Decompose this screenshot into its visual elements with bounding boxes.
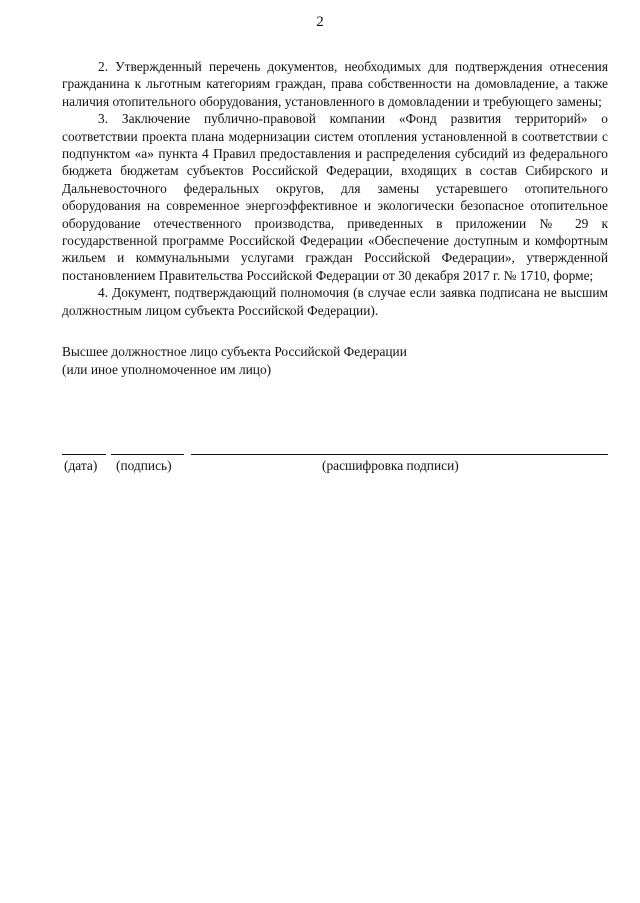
signature-area (62, 454, 608, 484)
paragraph-4: 4. Документ, подтверждающий полномочия (в случае если заявка подписана не высшим должностным лицом субъекта Российской Федерации). (62, 285, 608, 318)
paragraph-2: 2. Утвержденный перечень документов, необходимых для подтверждения отнесения гражданина к льготным категориям граждан, права собственности на домовладение, а также наличия отопительного оборудования, установленного в домовладении и требующего замены; (62, 59, 608, 109)
page-number: 2 (316, 14, 324, 30)
signer-subtitle: (или иное уполномоченное им лицо) (62, 362, 272, 378)
document-body (62, 58, 608, 379)
name-decode-line (191, 454, 608, 455)
signer-title: Высшее должностное лицо субъекта Российской Федерации (62, 344, 407, 360)
paragraph-3: 3. Заключение публично-правовой компании «Фонд развития территорий» о соответствии проекта плана модернизации систем отопления установленной в соответствии с подпунктом «а» пункта 4 Правил предоставления и распределения субсидий из федерального бюджета бюджетам субъектов Российской Федерации, входящих в состав Сибирского и Дальневосточного федеральных округов, для замены устаревшего отопительного оборудования на современное энергоэффективное и экологически безопасное отопительное оборудование отечественного производства, приведенных в приложении № 29 к государственной программе Российской Федерации «Обеспечение доступным и комфортным жильем и коммунальными услугами граждан Российской Федерации», утвержденной постановлением Правительства Российской Федерации от 30 декабря 2017 г. № 1710, форме; (62, 111, 608, 283)
signature-line (111, 454, 184, 455)
name-decode-label: (расшифровка подписи) (322, 458, 459, 473)
date-line (62, 454, 106, 455)
date-label: (дата) (64, 458, 98, 473)
signer-block (62, 343, 608, 379)
signature-label: (подпись) (116, 458, 172, 473)
